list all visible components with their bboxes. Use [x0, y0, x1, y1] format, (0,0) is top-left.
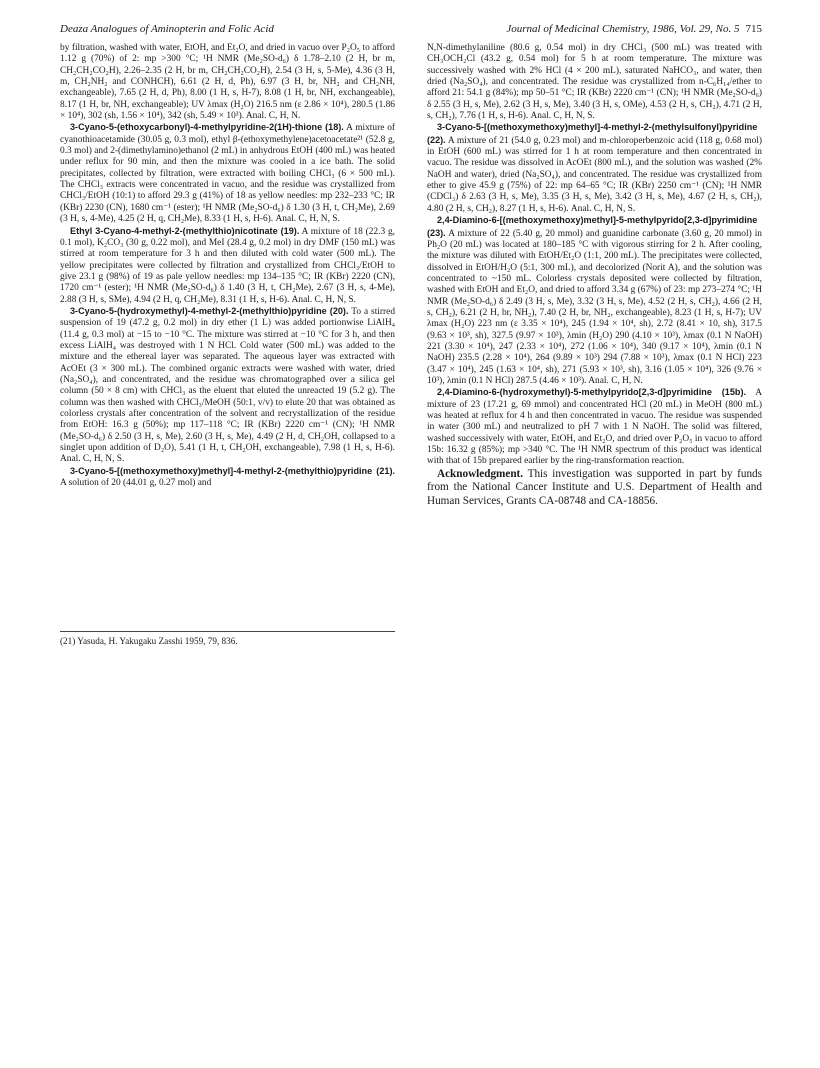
compound-22-paragraph [427, 122, 762, 215]
acknowledgment-heading: Acknowledgment. [437, 467, 524, 480]
paragraph-text: A mixture of cyanothioacetamide (30.05 g, 0.3 mol), ethyl β-(ethoxymethylene)acetoacetate²¹ (52.8 g, 0.3 mol) and 2-(dimethylamino)ethanol (2 mL) in anhydrous EtOH (400 mL) was heated under reflux for 90 min, and then the mixture was cooled in a ice bath. The solid precipitates, collected by filtration, were extracted with boiling CHCl₃ (6 × 500 mL). The CHCl₃ extracts were concentrated in vacuo, and the residue was crystallized from CHCl₃/EtOH (10:1) to afford 29.3 g (41%) of 18 as yellow needles: mp 232–233 °C; IR (KBr) 2230 (CN), 1680 cm⁻¹ (ester); ¹H NMR (Me₂SO-d₆) δ 1.30 (3 H, t, CH₂Me), 2.69 (3 H, s, 4-Me), 4.25 (2 H, q, CH₂Me), 8.33 (1 H, s, H-6). Anal. C, H, N, S. [60, 123, 396, 225]
paragraph-text: A solution of 20 (44.01 g, 0.27 mol) and [60, 478, 212, 489]
page-number: 715 [745, 23, 762, 35]
compound-20-paragraph [60, 306, 395, 466]
compound-18-paragraph [60, 122, 395, 225]
compound-21-paragraph [60, 466, 395, 490]
journal-citation: Journal of Medicinal Chemistry, 1986, Vol. 29, No. 5 [506, 23, 740, 35]
compound-title: 3-Cyano-5-[(methoxymethoxy)methyl]-4-methyl-2-(methylsulfonyl)pyridine (22). [427, 122, 758, 145]
compound-title: 2,4-Diamino-6-(hydroxymethyl)-5-methylpyrido[2,3-d]pyrimidine (15b). [437, 387, 747, 398]
paragraph-text: A mixture of 18 (22.3 g, 0.1 mol), K₂CO₃ (30 g, 0.22 mol), and MeI (28.4 g, 0.2 mol) in dry DMF (150 mL) was stirred at room temperature for 3 h and then diluted with cold water (500 mL). The yellow precipitates were collected by filtration and crystallized from CHCl₃/EtOH to give 23.1 g (98%) of 19 as pale yellow needles: mp 134–135 °C; IR (KBr) 2220 (CN), 1720 cm⁻¹ (ester); ¹H NMR (Me₂SO-d₆) δ 1.40 (3 H, t, CH₂Me), 2.67 (3 H, s, 4-Me), 2.88 (3 H, s, SMe), 4.94 (2 H, q, CH₂Me), 8.31 (1 H, s, H-6). Anal. C, H, N, S. [60, 226, 395, 305]
left-column [60, 43, 395, 489]
compound-title: Ethyl 3-Cyano-4-methyl-2-(methylthio)nicotinate (19). [70, 225, 300, 236]
compound-title: 3-Cyano-5-(ethoxycarbonyl)-4-methylpyridine-2(1H)-thione (18). [70, 122, 344, 133]
journal-header [430, 23, 762, 35]
continued-paragraph [427, 43, 762, 122]
paragraph-text: A mixture of 23 (17.21 g, 69 mmol) and concentrated HCl (20 mL) in MeOH (800 mL) was heated at reflux for 4 h and then concentrated in vacuo. The residue was suspended in water (300 mL) and neutralized to pH 7 with 1 N NaOH. The solid was filtered, washed successively with water, EtOH, and Et₂O, and dried over P₂O₅ in vacuo to afford 15b: 16.32 g (85%); mp >340 °C. The ¹H NMR spectrum of this product was identical with that of 15b prepared earlier by the ring-transformation reaction. [427, 388, 762, 467]
compound-19-paragraph [60, 226, 395, 306]
footnote-divider [60, 631, 395, 632]
compound-title: 2,4-Diamino-6-[(methoxymethoxy)methyl]-5-methylpyrido[2,3-d]pyrimidine (23). [427, 215, 758, 238]
continued-paragraph [60, 43, 395, 122]
running-title: Deaza Analogues of Aminopterin and Folic Acid [60, 23, 274, 35]
compound-15b-paragraph [427, 387, 762, 467]
right-column [427, 43, 762, 509]
footnote: (21) Yasuda, H. Yakugaku Zasshi 1959, 79, 836. [60, 636, 238, 646]
paragraph-text: A mixture of 21 (54.0 g, 0.23 mol) and m-chloroperbenzoic acid (118 g, 0.68 mol) in EtOH (600 mL) was stirred for 1 h at room temperature and then concentrated in vacuo. The residue was dissolved in AcOEt (800 mL), and the solution was washed (2% NaOH and water), dried (Na₂SO₄), and concentrated. The residue was crystallized from ether to give 45.9 g (75%) of 22: mp 64–65 °C; IR (KBr) 2250 cm⁻¹ (CN); ¹H NMR (CDCl₃) δ 2.63 (3 H, s, Me), 3.35 (3 H, s, Me), 3.42 (3 H, s, Me), 4.67 (2 H, s, CH₂), 4.80 (2 H, s, CH₂), 8.27 (1 H, s, H-6). Anal. C, H, N, S. [427, 135, 762, 214]
compound-title: 3-Cyano-5-[(methoxymethoxy)methyl]-4-methyl-2-(methylthio)pyridine (21). [70, 465, 395, 476]
compound-23-paragraph [427, 215, 762, 387]
paragraph-text: A mixture of 22 (5.40 g, 20 mmol) and guanidine carbonate (3.60 g, 20 mmol) in Ph₂O (20 mL) was located at 180–185 °C with vigorous stirring for 2 h. After cooling, the mixture was diluted with EtOH/Et₂O (1:1, 200 mL). The precipitates were collected, dissolved in EtOH/H₂O (5:1, 300 mL), and decolorized (Norit A), and the solution was concentrated to ~150 mL. Colorless crystals deposited were collected by filtration, washed with EtOH and Et₂O, and dried to afford 3.34 g (67%) of 23: mp 273–274 °C; ¹H NMR (Me₂SO-d₆) δ 2.49 (3 H, s, Me), 3.32 (3 H, s, Me), 4.52 (2 H, s, CH₂), 4.66 (2 H, s, CH₂), 6.21 (2 H, br, NH₂), 7.40 (2 H, br, NH₂, exchangeable), 8.23 (1 H, s, H-7); UV λmax (H₂O) 223 nm (ε 3.35 × 10⁴), 245 (1.94 × 10⁴, sh), 2.72 (8.41 × 10, sh), 317.5 (9.63 × 10³, sh), 327.5 (9.97 × 10³), λmin (H₂O) 290 (4.10 × 10³), λmax (0.1 N NaOH) 221 (3.30 × 10⁴), 247 (2.33 × 10⁴), 272 (1.06 × 10⁴), 340 (9.17 × 10⁴), λmin (0.1 N NaOH) 235.5 (2.28 × 10⁴), 264 (9.89 × 10³) 294 (7.88 × 10³), λmax (0.1 N HCl) 223 (3.47 × 10⁴), 245 (1.63 × 10⁴, sh), 271 (5.93 × 10³, sh), 3.16 (1.05 × 10⁴), 326 (9.76 × 10³), λmin (0.1 N HCl) 287.5 (4.46 × 10³). Anal. C, H, N. [427, 228, 762, 386]
paragraph-text: by filtration, washed with water, EtOH, and Et₂O, and dried in vacuo over P₂O₅ to afford 1.12 g (70%) of 2: mp >300 °C; ¹H NMR (Me₂SO-d₆) δ 1.78–2.10 (2 H, br m, CH₂CH₂CO₂H), 2.26–2.35 (2 H, br m, CH₂CH₂CO₂H), 2.54 (3 H, s, 5-Me), 4.36 (3 H, m, CH₂NH₂ and CONHCH), 6.61 (2 H, d, Ph), 6.97 (3 H, br, NH₂ and CH₂NH, exchangeable), 7.65 (2 H, d, Ph), 8.00 (1 H, s, H-7), 8.08 (1 H, br, NH, exchangeable), 8.17 (1 H, br, NH, exchangeable); UV λmax (H₂O) 216.5 nm (ε 2.86 × 10⁴), 280.5 (1.86 × 10⁴), 302 (sh, 1.56 × 10⁴), 342 (sh, 5.49 × 10³). Anal. C, H, N. [60, 43, 395, 122]
acknowledgment [427, 468, 762, 509]
acknowledgment-text: This investigation was supported in part by funds from the National Cancer Institute and U.S. Department of Health and Human Services, Grants CA-08748 and CA-18856. [427, 467, 762, 507]
paragraph-text: To a stirred suspension of 19 (47.2 g, 0.2 mol) in dry ether (1 L) was added portionwise LiAlH₄ (11.4 g, 0.3 mol) at −15 to −10 °C. The mixture was stirred at −10 °C for 3 h, and then excess LiAlH₄ was destroyed with 1 N HCl. Cold water (500 mL) was added to the mixture and the ethereal layer was separated. The aqueous layer was extracted with AcOEt (3 × 300 mL). The combined organic extracts were washed with water, dried (Na₂SO₄), and concentrated, and the residue was chromatographed over a silica gel column (50 × 8 cm) with CHCl₃ as the eluent that eluted the unreacted 19 (5.2 g). The column was then washed with CHCl₃/MeOH (50:1, v/v) to elute 20 that was obtained as colorless crystals after concentration of the solvent and recrystallization of the residue from EtOH: 16.3 g (50%); mp 117–118 °C; IR (KBr) 2220 cm⁻¹ (CN); ¹H NMR (Me₂SO-d₆) δ 2.50 (3 H, s, Me), 2.60 (3 H, s, Me), 4.49 (2 H, d, CH₂OH, collapsed to a singlet upon addition of D₂O), 5.41 (1 H, t, CH₂OH, exchangeable), 7.98 (1 H, s, H-6). Anal. C, H, N, S. [60, 306, 396, 465]
compound-title: 3-Cyano-5-(hydroxymethyl)-4-methyl-2-(methylthio)pyridine (20). [70, 305, 349, 316]
paragraph-text: N,N-dimethylaniline (80.6 g, 0.54 mol) in dry CHCl₃ (500 mL) was treated with CH₃OCH₂Cl (43.2 g, 0.54 mol) for 5 h at room temperature. The mixture was successively washed with 2% HCl (4 × 200 mL), saturated NaHCO₃, and water, then dried (Na₂SO₄), and concentrated. The residue was crystallized from n-C₆H₁₄/ether to afford 21: 54.1 g (84%); mp 50–51 °C; IR (KBr) 2220 cm⁻¹ (CN); ¹H NMR (Me₂SO-d₆) δ 2.55 (3 H, s, Me), 2.62 (3 H, s, Me), 3.40 (3 H, s, OMe), 4.53 (2 H, s, CH₂), 4.71 (2 H, s, CH₂), 7.76 (1 H, s, H-6). Anal. C, H, N, S. [427, 43, 762, 122]
